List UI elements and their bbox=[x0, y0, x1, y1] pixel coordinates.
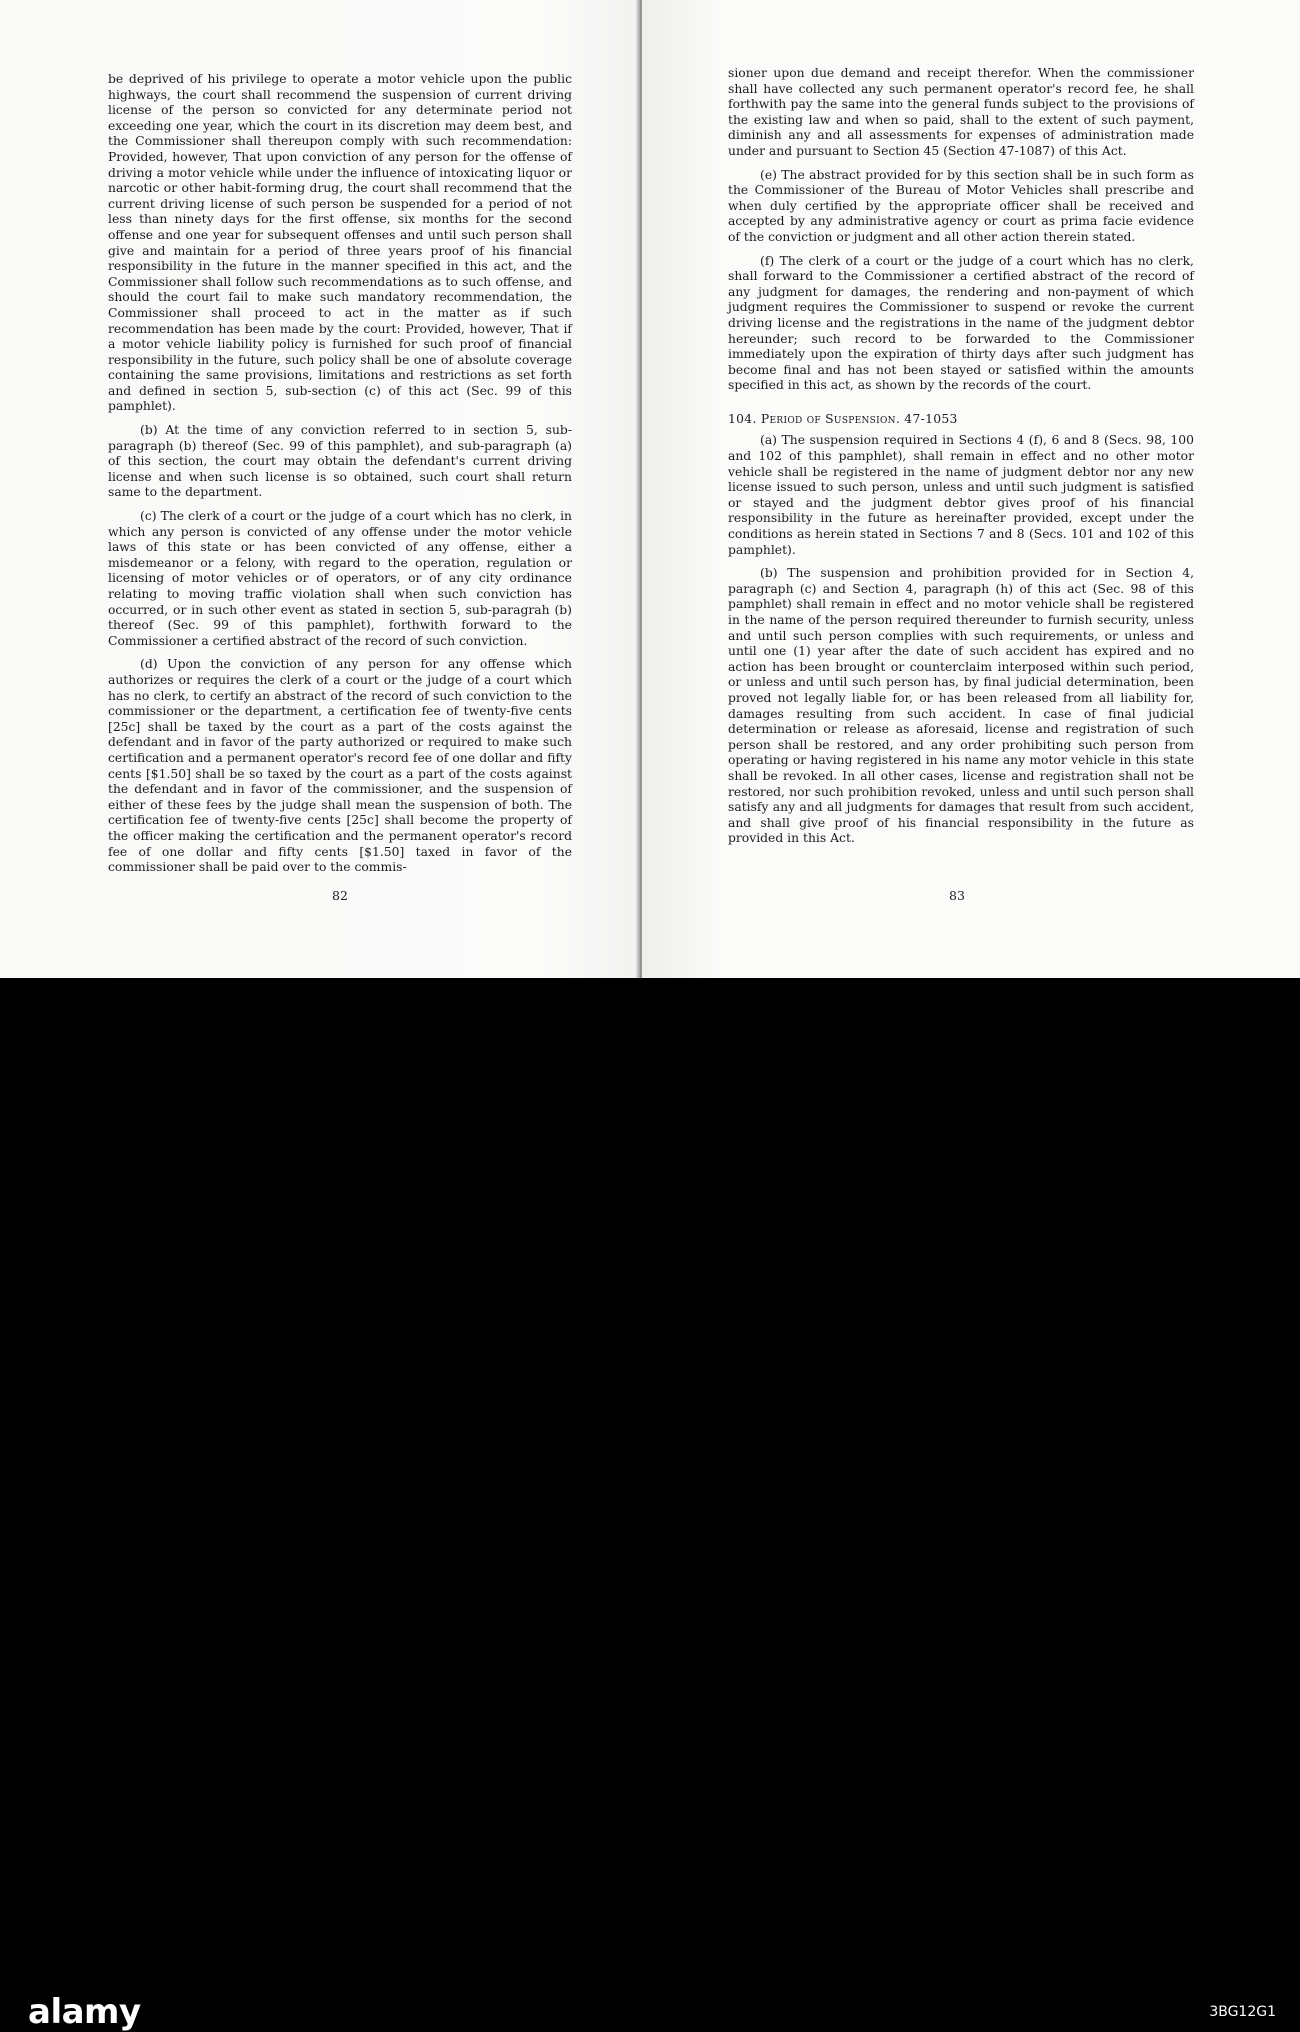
alamy-logo: alamy bbox=[28, 1992, 141, 2032]
paragraph-f: (f) The clerk of a court or the judge of a court which has no clerk, shall forward to the Commissioner a certified abstract of the record of any judgment for damages, the rendering and non-payment of which judgment requires the Commissioner to suspend or revoke the current driving license and the registrations in the name of the judgment debtor hereunder; such record to be forwarded to the Commissioner immediately upon the expiration of thirty days after such judgment has become final and has not been stayed or satisfied within the amounts specified in this act, as shown by the records of the court. bbox=[728, 253, 1194, 393]
paragraph-d: (d) Upon the conviction of any person for any offense which authorizes or requires the clerk of a court or the judge of a court which has no clerk, to certify an abstract of the record of such conviction to the commissioner or the department, a certification fee of twenty-five cents [25c] shall be taxed by the court as a part of the costs against the defendant and in favor of the party authorized or required to make such certification and a permanent operator's record fee of one dollar and fifty cents [$1.50] shall be so taxed by the court as a part of the costs against the defendant and in favor of the commissioner, and the suspension of either of these fees by the judge shall mean the suspension of both. The certification fee of twenty-five cents [25c] shall become the property of the officer making the certification and the permanent operator's record fee of one dollar and fifty cents [$1.50] taxed in favor of the commissioner shall be paid over to the commis- bbox=[108, 657, 572, 875]
paragraph-a: (a) The suspension required in Sections 4 (f), 6 and 8 (Secs. 98, 100 and 102 of this pamphlet), shall remain in effect and no other motor vehicle shall be registered in the name of judgment debtor nor any new license issued to such person, unless and until such judgment is satisfied or stayed and the judgment debtor gives proof of his financial responsibility in the future as hereinafter provided, except under the conditions as herein stated in Sections 7 and 8 (Secs. 101 and 102 of this pamphlet). bbox=[728, 433, 1194, 557]
page-number-right: 83 bbox=[949, 888, 965, 903]
page-number-left: 82 bbox=[332, 888, 348, 903]
paragraph-continued: sioner upon due demand and receipt therefor. When the commissioner shall have collected any such permanent operator's record fee, he shall forthwith pay the same into the general funds subject to the provisions of the existing law and when so paid, shall to the extent of such payment, diminish any and all assessments for expenses of administration made under and pursuant to Section 45 (Section 47-1087) of this Act. bbox=[728, 66, 1194, 158]
book-spread bbox=[0, 0, 1300, 978]
paragraph-c: (c) The clerk of a court or the judge of a court which has no clerk, in which any person is convicted of any offense under the motor vehicle laws of this state or has been convicted of any offense, either a misdemeanor or a felony, with regard to the operation, regulation or licensing of motor vehicles or of operators, or of any city ordinance relating to moving traffic violation shall when such conviction has occurred, or in such other event as stated in section 5, sub-paragrah (b) thereof (Sec. 99 of this pamphlet), forthwith forward to the Commissioner a certified abstract of the record of such conviction. bbox=[108, 509, 572, 648]
stock-image-id: 3BG12G1 bbox=[1209, 2004, 1276, 2020]
paragraph-b: (b) The suspension and prohibition provided for in Section 4, paragraph (c) and Section 4, paragraph (h) of this act (Sec. 98 of this pamphlet) shall remain in effect and no motor vehicle shall be registered in the name of the person required thereunder to furnish security, unless and until such person complies with such requirements, or unless and until one (1) year after the date of such accident has expired and no action has been brought or counterclaim interposed within such period, or unless and until such person has, by final judicial determination, been proved not legally liable for, or has been released from all liability for, damages resulting from such accident. In case of final judicial determination or release as aforesaid, license and registration of such person shall be restored, and any order prohibiting such person from operating or having registered in his name any motor vehicle in this state shall be revoked. In all other cases, license and registration shall not be restored, nor such prohibition revoked, unless and until such person shall satisfy any and all judgments for damages that result from such accident, and shall give proof of his financial responsibility in the future as provided in this Act. bbox=[728, 566, 1194, 846]
left-page-text bbox=[108, 72, 572, 884]
watermark-footer bbox=[0, 978, 1300, 2032]
right-page bbox=[642, 0, 1300, 978]
paragraph-e: (e) The abstract provided for by this section shall be in such form as the Commissioner of the Bureau of Motor Vehicles shall prescribe and when duly certified by the appropriate officer shall be received and accepted by any administrative agency or court as prima facie evidence of the conviction or judgment and all other action therein stated. bbox=[728, 167, 1194, 244]
right-page-text bbox=[728, 66, 1194, 855]
section-heading: 104. Period of Suspension. 47-1053 bbox=[728, 411, 958, 426]
paragraph-b: (b) At the time of any conviction referred to in section 5, sub-paragraph (b) thereof (Sec. 99 of this pamphlet), and sub-paragraph (a) of this section, the court may obtain the defendant's current driving license and when such license is so obtained, such court shall return same to the department. bbox=[108, 423, 572, 500]
left-page bbox=[0, 0, 640, 978]
paragraph-continued: be deprived of his privilege to operate a motor vehicle upon the public highways, the court shall recommend the suspension of current driving license of the person so convicted for any determinate period not exceeding one year, which the court in its discretion may deem best, and the Commissioner shall thereupon comply with such recommendation: Provided, however, That upon conviction of any person for the offense of driving a motor vehicle while under the influence of intoxicating liquor or narcotic or other habit-forming drug, the court shall recommend that the current driving license of such person be suspended for a period of not less than ninety days for the first offense, six months for the second offense and one year for subsequent offenses and until such person shall give and maintain for a period of three years proof of his financial responsibility in the future in the manner specified in this act, and the Commissioner shall follow such recommendations as to such offense, and should the court fail to make such mandatory recommendation, the Commissioner shall proceed to act in the matter as if such recommendation has been made by the court: Provided, however, That if a motor vehicle liability policy is furnished for such proof of financial responsibility in the future, such policy shall be one of absolute coverage containing the same provisions, limitations and restrictions as set forth and defined in section 5, sub-section (c) of this act (Sec. 99 of this pamphlet). bbox=[108, 72, 572, 414]
